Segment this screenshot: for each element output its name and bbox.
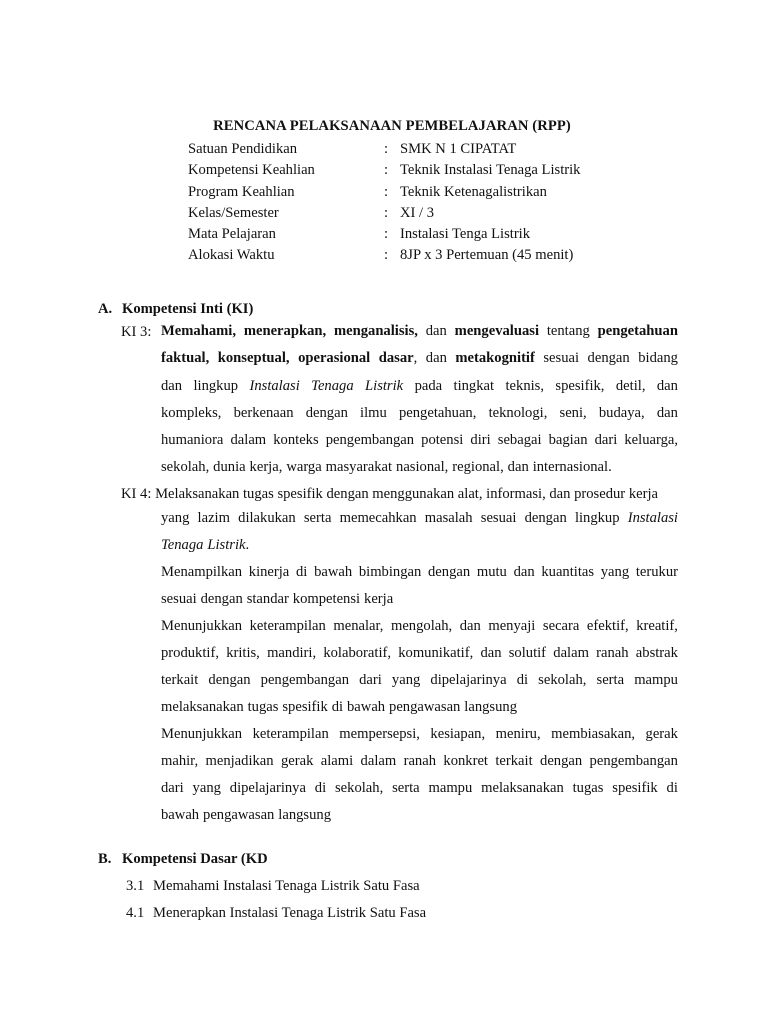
word: seni, (559, 404, 587, 421)
word: lingkup (193, 377, 239, 394)
word: sesuai (161, 591, 197, 607)
word: dengan (200, 591, 243, 607)
word: pengembangan (260, 672, 349, 688)
kd-item (126, 900, 426, 927)
word: kolaboratif, (323, 645, 392, 661)
word: teknis, (505, 377, 544, 394)
word: keterampilan (249, 618, 326, 634)
word: kerja (364, 591, 394, 607)
word: dalam (230, 432, 267, 449)
word: pada (414, 377, 443, 394)
word: teknologi, (488, 404, 548, 421)
word: konkret (443, 753, 488, 769)
word: yang (161, 510, 190, 526)
word: dilakukan (238, 510, 296, 526)
word: Menunjukkan (161, 618, 243, 634)
ki4-first-line (121, 484, 658, 504)
word: serta (392, 780, 420, 796)
word: masyarakat (325, 459, 393, 476)
word: di (516, 672, 529, 688)
identity-key: Alokasi Waktu (188, 247, 275, 264)
word: dalam (553, 645, 589, 661)
word: nasional, (396, 459, 449, 476)
word: dari (594, 432, 618, 449)
word: pengawasan (389, 699, 461, 715)
word: potensi (421, 432, 464, 449)
paragraph-line (161, 345, 678, 372)
word: serta (303, 510, 332, 526)
ki4-label: KI 4: (121, 486, 152, 502)
word: dari (161, 780, 184, 796)
word: bimbingan (358, 564, 422, 580)
kd-item (126, 873, 426, 900)
identity-row (188, 245, 580, 266)
word: di (314, 780, 327, 796)
kd-number: 4.1 (126, 905, 145, 921)
word: langsung (278, 807, 331, 823)
word: dasar, (378, 350, 418, 367)
section-letter: B. (98, 851, 112, 867)
word: di (331, 699, 344, 715)
word: bagian (548, 432, 588, 449)
word: bidang (638, 350, 678, 367)
paragraph-line (161, 640, 678, 667)
word: operasional (298, 350, 371, 367)
word: mahir, (161, 753, 199, 769)
word: mampu (634, 672, 678, 688)
paragraph-line (161, 775, 678, 802)
section-title: Kompetensi Inti (KI) (122, 301, 254, 317)
identity-key: Satuan Pendidikan (188, 141, 298, 157)
word: budaya, (598, 404, 645, 421)
word: kreatif, (636, 618, 678, 634)
word: spesifik (282, 699, 328, 715)
word: dengan (540, 753, 583, 769)
identity-value: SMK N 1 CIPATAT (400, 141, 517, 157)
section-a-heading (98, 301, 253, 318)
word: dalam (360, 753, 397, 769)
ki4-paragraph (161, 505, 678, 829)
word: secara (542, 618, 580, 634)
word: meniru, (495, 726, 541, 742)
word: kompleks, (161, 404, 222, 421)
word: solutif (508, 645, 547, 661)
ki4-first-text: Melaksanakan tugas spesifik dengan menggunakan alat, informasi, dan prosedur kerja (155, 486, 658, 502)
identity-colon: : (384, 226, 389, 243)
word: sekolah, (538, 672, 587, 688)
word: memecahkan (339, 510, 417, 526)
word: terukur (635, 564, 678, 580)
word: kuantitas (541, 564, 595, 580)
word: masalah (424, 510, 473, 526)
word: sebagai (497, 432, 542, 449)
identity-colon: : (384, 162, 389, 179)
word: dari (359, 672, 382, 688)
paragraph-line (161, 613, 678, 640)
word: konseptual, (217, 350, 290, 367)
word: keluarga, (624, 432, 678, 449)
word: bawah (314, 564, 353, 580)
word: bawah (347, 699, 386, 715)
identity-row (188, 160, 580, 181)
paragraph-line (161, 802, 678, 829)
identity-value: Teknik Ketenagalistrikan (400, 183, 547, 200)
identity-key: Mata Pelajaran (188, 226, 276, 243)
word: dan (656, 404, 678, 421)
word: lazim (197, 510, 230, 526)
word: yang (600, 564, 630, 580)
identity-value: Teknik Instalasi Tenaga Listrik (400, 162, 581, 179)
word: pengetahuan (597, 323, 678, 339)
word: Tenaga (161, 537, 204, 553)
identity-row (188, 224, 580, 245)
word: mempersepsi, (339, 726, 420, 742)
kd-text: Menerapkan Instalasi Tenaga Listrik Satu Fasa (153, 905, 427, 921)
word: dengan (587, 350, 630, 367)
word: lingkup (574, 510, 620, 526)
word: diri (470, 432, 491, 449)
paragraph-line (161, 454, 678, 481)
word: kompetensi (292, 591, 361, 607)
paragraph-line (161, 532, 678, 559)
paragraph-line (161, 400, 678, 427)
paragraph-line (161, 586, 678, 613)
word: yang (391, 672, 421, 688)
word: komunikatif, (398, 645, 474, 661)
kd-number: 3.1 (126, 878, 145, 894)
word: sesuai (543, 350, 580, 367)
paragraph-line (161, 505, 678, 532)
word: Menunjukkan (161, 726, 243, 742)
word: dengan (428, 564, 471, 580)
word: kritis, (226, 645, 260, 661)
paragraph-line (161, 667, 678, 694)
word: mampu (428, 780, 473, 796)
word: dan (425, 350, 447, 367)
word: gerak (645, 726, 678, 742)
word: dengan (524, 510, 567, 526)
word: konteks (273, 432, 319, 449)
word: detil, (615, 377, 646, 394)
word: gerak (280, 753, 314, 769)
word: dunia (213, 459, 246, 476)
ki3-paragraph (161, 318, 678, 482)
word: humaniora (161, 432, 224, 449)
word: serta (596, 672, 625, 688)
word: keterampilan (252, 726, 329, 742)
word: pengawasan (203, 807, 275, 823)
word: ilmu (360, 404, 387, 421)
word: dan (656, 377, 678, 394)
word: terkait (161, 672, 199, 688)
word: alami (320, 753, 354, 769)
word: sesuai (480, 510, 517, 526)
identity-colon: : (384, 141, 389, 157)
word: mutu (476, 564, 507, 580)
word: metakognitif (455, 350, 535, 367)
paragraph-line (161, 559, 678, 586)
word: faktual, (161, 350, 210, 367)
kd-list (126, 873, 426, 927)
word: ranah (596, 645, 629, 661)
word: Memahami, (161, 323, 236, 339)
identity-row (188, 139, 580, 160)
word: produktif, (161, 645, 219, 661)
word: sekolah, (161, 459, 210, 476)
identity-key: Program Keahlian (188, 183, 295, 200)
identity-value: Instalasi Tenga Listrik (400, 226, 531, 243)
word: tugas (572, 780, 604, 796)
identity-value: XI / 3 (400, 204, 435, 221)
word: Menampilkan (161, 564, 243, 580)
word: dan (507, 459, 529, 476)
word: terkait (495, 753, 533, 769)
word: efektif, (586, 618, 629, 634)
identity-key: Kompetensi Keahlian (188, 162, 315, 179)
document-title: RENCANA PELAKSANAAN PEMBELAJARAN (RPP) (213, 118, 571, 134)
ki3-label: KI 3: (121, 324, 152, 340)
identity-table (188, 139, 580, 267)
word: standar (246, 591, 289, 607)
paragraph-line (161, 373, 678, 400)
word: dengan (208, 672, 251, 688)
word: pengetahuan, (398, 404, 477, 421)
word: membiasakan, (551, 726, 636, 742)
word: dan (480, 645, 502, 661)
word: internasional. (532, 459, 612, 476)
word: menganalisis, (333, 323, 418, 339)
word: mengolah, (390, 618, 453, 634)
word: di (666, 780, 678, 796)
section-title: Kompetensi Dasar (KD (122, 851, 268, 867)
kd-text: Memahami Instalasi Tenaga Listrik Satu Fasa (153, 878, 420, 894)
word: dipelajarinya (229, 780, 306, 796)
word: dan (459, 618, 481, 634)
word: tingkat (453, 377, 495, 394)
word: kerja, (249, 459, 283, 476)
identity-colon: : (384, 247, 389, 264)
word: menalar, (333, 618, 384, 634)
word: sekolah, (335, 780, 384, 796)
word: regional, (452, 459, 504, 476)
word: dipelajarinya (430, 672, 507, 688)
word: dengan (305, 404, 348, 421)
word: menyaji (488, 618, 536, 634)
section-b-heading (98, 851, 268, 868)
word: tugas (247, 699, 279, 715)
word: tentang (546, 323, 590, 339)
word: di (296, 564, 308, 580)
word: kinerja (248, 564, 290, 580)
identity-key: Kelas/Semester (188, 204, 279, 221)
word: pengembangan (325, 432, 415, 449)
word: Tenaga (311, 377, 354, 394)
word: spesifik, (555, 377, 605, 394)
word: dan (161, 377, 183, 394)
word: Instalasi (627, 510, 678, 526)
word: abstrak (635, 645, 678, 661)
identity-colon: : (384, 183, 389, 200)
section-letter: A. (98, 301, 113, 317)
word: kesiapan, (430, 726, 486, 742)
word: yang (192, 780, 221, 796)
paragraph-line (161, 427, 678, 454)
identity-value: 8JP x 3 Pertemuan (45 menit) (400, 247, 574, 264)
word: Instalasi (249, 377, 300, 394)
word: menerapkan, (243, 323, 327, 339)
word: Listrik. (207, 537, 250, 553)
word: dan (513, 564, 535, 580)
word: ranah (403, 753, 437, 769)
identity-row (188, 203, 580, 224)
word: bawah (161, 807, 200, 823)
word: dan (425, 323, 447, 339)
word: spesifik (612, 780, 658, 796)
word: berkenaan (233, 404, 294, 421)
word: warga (286, 459, 322, 476)
paragraph-line (161, 748, 678, 775)
identity-row (188, 182, 580, 203)
paragraph-line (161, 318, 678, 345)
word: melaksanakan (481, 780, 564, 796)
word: mandiri, (267, 645, 317, 661)
identity-colon: : (384, 204, 389, 221)
word: mengevaluasi (454, 323, 539, 339)
word: melaksanakan (161, 699, 244, 715)
word: langsung (464, 699, 517, 715)
word: pengembangan (589, 753, 678, 769)
word: Listrik (365, 377, 404, 394)
paragraph-line (161, 694, 678, 721)
paragraph-line (161, 721, 678, 748)
word: menjadikan (205, 753, 274, 769)
